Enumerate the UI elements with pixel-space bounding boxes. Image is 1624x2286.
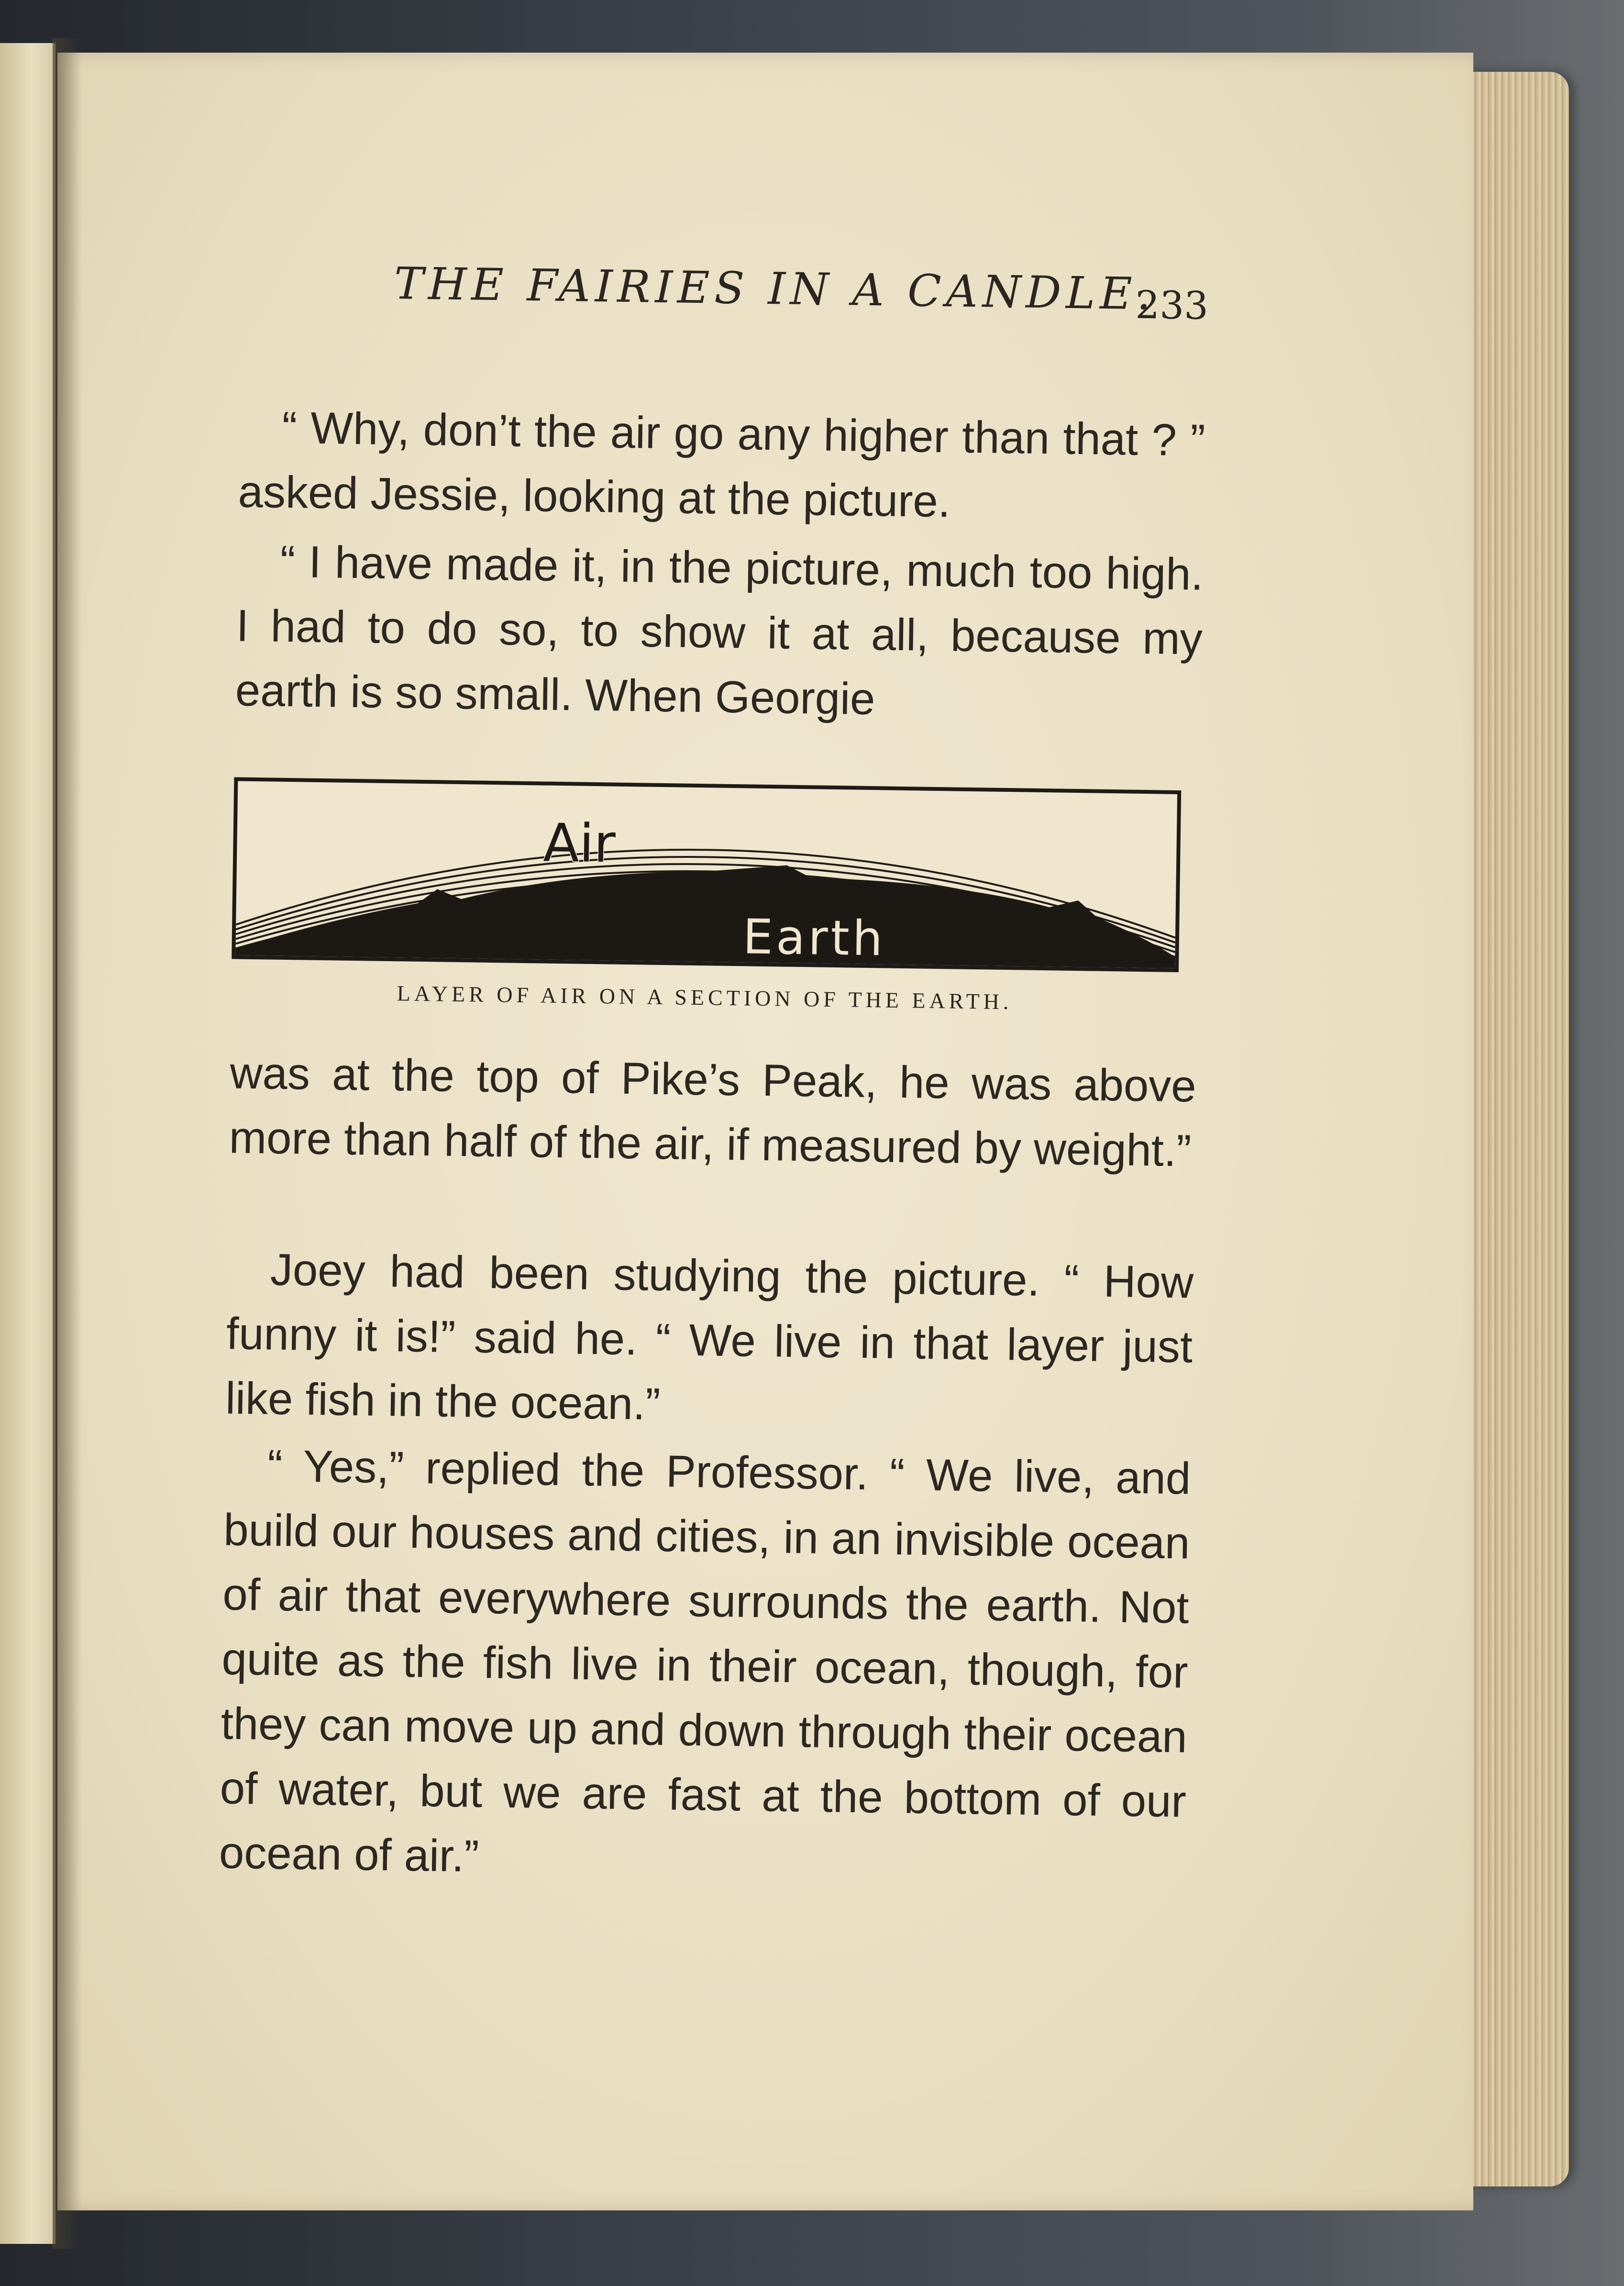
figure-caption: LAYER OF AIR ON A SECTION OF THE EARTH. xyxy=(397,981,1013,1014)
figure-air-layer xyxy=(232,777,1181,972)
running-head: THE FAIRIES IN A CANDLE. xyxy=(394,258,1156,320)
paragraph: “ Why, don’t the air go any higher than that ? ” asked Jessie, looking at the picture. xyxy=(238,402,1206,527)
paragraph: was at the top of Pike’s Peak, he was above more than half of the air, if measured by weight.” xyxy=(229,1047,1197,1176)
paragraph: “ I have made it, in the picture, much too high. I had to do so, to show it at all, because my earth is so small. When Georgie xyxy=(235,536,1204,724)
paragraph: “ Yes,” replied the Professor. “ We live, and build our houses and cities, in an invisible ocean of air that everywhere surrounds the earth. Not quite as the fish live in their ocean, though, for they can move up and down through their ocean of water, but we are fast at the bottom of our ocean of air.” xyxy=(219,1440,1191,1881)
book-page xyxy=(57,53,1473,2210)
spine-shadow xyxy=(53,38,81,2249)
page-fore-edge xyxy=(1464,72,1569,2186)
left-page-edge xyxy=(0,43,55,2244)
paragraph: Joey had been studying the picture. “ How funny it is!” said he. “ We live in that layer just like fish in the ocean.” xyxy=(225,1244,1194,1429)
air-earth-illustration xyxy=(235,781,1177,968)
earth-shape xyxy=(235,858,1176,968)
air-label: Air xyxy=(542,812,616,875)
earth-label: Earth xyxy=(742,909,886,967)
page-number: 233 xyxy=(1135,282,1209,328)
